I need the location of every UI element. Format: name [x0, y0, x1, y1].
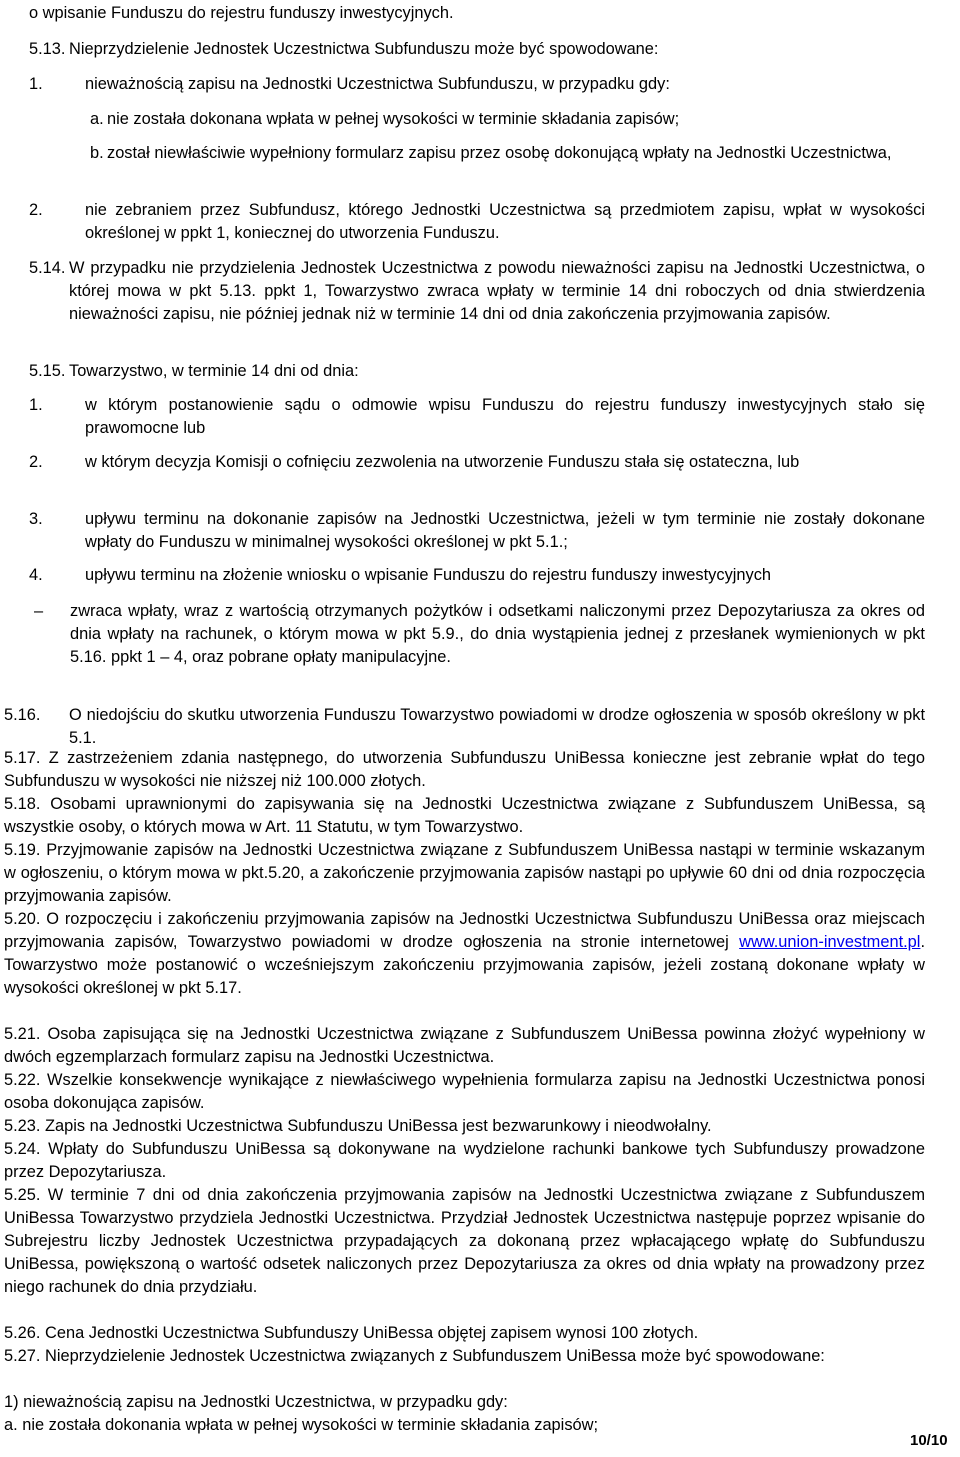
website-link[interactable]: www.union-investment.pl: [739, 933, 921, 951]
section-5-23: 5.23. Zapis na Jednostki Uczestnictwa Subfunduszu UniBessa jest bezwarunkowy i nieodwołalny.: [4, 1117, 712, 1135]
dash-text: zwraca wpłaty, wraz z wartością otrzymanych pożytków i odsetkami naliczonymi przez Depozytariusza za okres od dnia wpłaty na rachunek, o którym mowa w pkt 5.9., do dnia wystąpienia jednej z przesłanek wymienionych w pkt 5.16. ppkt 1 – 4, oraz pobrane opłaty manipulacyjne.: [70, 602, 925, 666]
section-5-21: 5.21. Osoba zapisująca się na Jednostki Uczestnictwa związane z Subfunduszem UniBessa powinna złożyć wypełniony w dwóch egzemplarzach formularz zapisu na Jednostki Uczestnictwa.: [4, 1025, 925, 1066]
section-5-25: 5.25. W terminie 7 dni od dnia zakończenia przyjmowania zapisów na Jednostki Uczestnictwa związane z Subfunduszem UniBessa Towarzystwo przydziela Jednostki Uczestnictwa. Przydział Jednostek Uczestnictwa następuje poprzez wpisanie do Subrejestru liczby Jednostek Uczestnictwa przypadających za dokonaną przez wpłacającego wpłatę do Subfunduszu UniBessa, powiększoną o wartość odsetek naliczonych przez Depozytariusza za okres od dnia wpłaty na prowadzony przez niego rachunek do dnia przydziału.: [4, 1186, 925, 1296]
section-5-18: 5.18. Osobami uprawnionymi do zapisywania się na Jednostki Uczestnictwa związane z Subfunduszem UniBessa, są wszystkie osoby, o których mowa w Art. 11 Statutu, w tym Towarzystwo.: [4, 795, 925, 836]
section-5-13: [29, 38, 931, 61]
section-text: O niedojściu do skutku utworzenia Funduszu Towarzystwo powiadomi w drodze ogłoszenia w sposób określony w pkt 5.1.: [69, 706, 925, 747]
item-text: nie została dokonana wpłata w pełnej wysokości w terminie składania zapisów;: [107, 110, 680, 128]
item-number: 2.: [29, 453, 43, 471]
section-5-27-item-1: 1) nieważnością zapisu na Jednostki Uczestnictwa, w przypadku gdy:: [4, 1393, 508, 1411]
item-number: 2.: [29, 201, 43, 219]
section-number: 5.13.: [29, 40, 66, 58]
section-text: Nieprzydzielenie Jednostek Uczestnictwa Subfunduszu może być spowodowane:: [69, 40, 659, 58]
item-number: 1.: [29, 75, 43, 93]
dash-item: [34, 600, 925, 669]
item-text: w którym postanowienie sądu o odmowie wpisu Funduszu do rejestru funduszy inwestycyjnych stało się prawomocne lub: [85, 396, 925, 437]
item-text: został niewłaściwie wypełniony formularz zapisu przez osobę dokonującą wpłaty na Jednostki Uczestnictwa,: [107, 144, 892, 162]
section-number: 5.16.: [4, 706, 41, 724]
section-5-15: [29, 360, 925, 383]
item-number: 1.: [29, 396, 43, 414]
para-continuation: o wpisanie Funduszu do rejestru funduszy inwestycyjnych.: [29, 4, 454, 22]
section-5-27: 5.27. Nieprzydzielenie Jednostek Uczestnictwa związanych z Subfunduszem UniBessa może być spowodowane:: [4, 1347, 825, 1365]
item-letter: a.: [90, 110, 104, 128]
section-5-27-item-a: a. nie została dokonania wpłata w pełnej wysokości w terminie składania zapisów;: [4, 1416, 599, 1434]
dash-bullet: –: [34, 602, 44, 620]
item-text: nie zebraniem przez Subfundusz, którego Jednostki Uczestnictwa są przedmiotem zapisu, wpłat w wysokości określonej w ppkt 1, koniecznej do utworzenia Funduszu.: [85, 201, 925, 242]
item-5-15-1: [29, 394, 925, 440]
section-5-17: 5.17. Z zastrzeżeniem zdania następnego, do utworzenia Subfunduszu UniBessa konieczne jest zebranie wpłat do tego Subfunduszu w wysokości nie niższej niż 100.000 złotych.: [4, 749, 925, 790]
section-text: W przypadku nie przydzielenia Jednostek Uczestnictwa z powodu nieważności zapisu na Jednostki Uczestnictwa, o której mowa w pkt 5.13. ppkt 1, Towarzystwo zwraca wpłaty w terminie 14 dni roboczych od dnia stwierdzenia nieważności zapisu, nie później jednak niż w terminie 14 dni od dnia zakończenia przyjmowania zapisów.: [69, 259, 925, 323]
item-5-13-1b: [90, 142, 925, 165]
section-5-14: [29, 257, 925, 326]
section-text: Towarzystwo, w terminie 14 dni od dnia:: [69, 362, 359, 380]
item-5-13-1a: [90, 108, 931, 131]
section-text-part: 5.20. O rozpoczęciu i zakończeniu przyjmowania zapisów na Jednostki Uczestnictwa Subfunduszu UniBessa oraz miejscach przyjmowania zapisów, Towarzystwo powiadomi w drodze ogłoszenia na stronie internetowej: [4, 910, 925, 951]
item-number: 3.: [29, 510, 43, 528]
page-number: 10/10: [910, 1432, 948, 1449]
section-5-22: 5.22. Wszelkie konsekwencje wynikające z niewłaściwego wypełnienia formularza zapisu na Jednostki Uczestnictwa ponosi osoba dokonująca zapisów.: [4, 1071, 925, 1112]
section-5-26: 5.26. Cena Jednostki Uczestnictwa Subfunduszy UniBessa objętej zapisem wynosi 100 złotych.: [4, 1324, 699, 1342]
item-text: upływu terminu na złożenie wniosku o wpisanie Funduszu do rejestru funduszy inwestycyjnych: [85, 566, 772, 584]
item-5-15-3: [29, 508, 925, 554]
item-letter: b.: [90, 144, 104, 162]
section-number: 5.14.: [29, 259, 66, 277]
item-5-13-2: [29, 199, 925, 245]
item-5-13-1: [29, 73, 931, 96]
item-text: upływu terminu na dokonanie zapisów na Jednostki Uczestnictwa, jeżeli w tym terminie nie zostały dokonane wpłaty do Funduszu w minimalnej wysokości określonej w pkt 5.1.;: [85, 510, 925, 551]
item-text: nieważnością zapisu na Jednostki Uczestnictwa Subfunduszu, w przypadku gdy:: [85, 75, 670, 93]
item-5-15-4: [29, 564, 925, 587]
section-5-20: [4, 908, 925, 1000]
section-number: 5.15.: [29, 362, 66, 380]
section-5-19: 5.19. Przyjmowanie zapisów na Jednostki Uczestnictwa związane z Subfunduszem UniBessa nastąpi w terminie wskazanym w ogłoszeniu, o którym mowa w pkt.5.20, a zakończenie przyjmowania zapisów nastąpi po upływie 60 dni od dnia rozpoczęcia przyjmowania zapisów.: [4, 841, 925, 905]
section-5-16: [4, 704, 925, 750]
section-5-24: 5.24. Wpłaty do Subfunduszu UniBessa są dokonywane na wydzielone rachunki bankowe tych Subfunduszy prowadzone przez Depozytariusza.: [4, 1140, 925, 1181]
section-text-part: . Towarzystwo może postanowić o wcześniejszym zakończeniu przyjmowania zapisów, jeżeli zostaną dokonane wpłaty w wysokości określonej w pkt 5.17.: [4, 933, 925, 997]
item-text: w którym decyzja Komisji o cofnięciu zezwolenia na utworzenie Funduszu stała się ostateczna, lub: [85, 453, 800, 471]
item-number: 4.: [29, 566, 43, 584]
item-5-15-2: [29, 451, 925, 474]
